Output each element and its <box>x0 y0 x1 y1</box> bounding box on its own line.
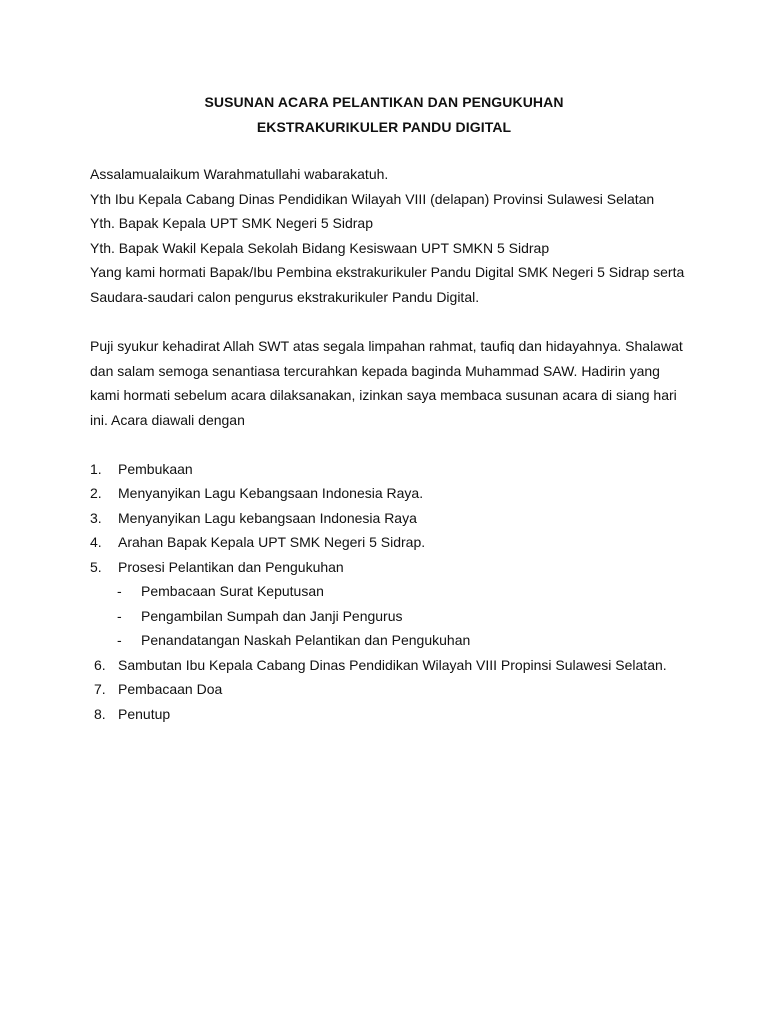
opening-line: ini. Acara diawali dengan <box>90 412 245 428</box>
opening-line: kami hormati sebelum acara dilaksanakan, izinkan saya membaca susunan acara di siang hari <box>90 387 677 403</box>
greeting-line: Yth Ibu Kepala Cabang Dinas Pendidikan Wilayah VIII (delapan) Provinsi Sulawesi Selatan <box>90 191 655 207</box>
agenda-item <box>90 484 730 502</box>
agenda-number: 5. <box>90 559 102 575</box>
agenda-item <box>90 533 730 551</box>
opening-line: dan salam semoga senantiasa tercurahkan kepada baginda Muhammad SAW. Hadirin yang <box>90 363 660 379</box>
agenda-text: Penutup <box>118 706 171 722</box>
subitem-text: Penandatangan Naskah Pelantikan dan Pengukuhan <box>141 632 471 648</box>
agenda-number: 4. <box>90 534 102 550</box>
agenda-text: Arahan Bapak Kepala UPT SMK Negeri 5 Sidrap. <box>118 534 426 550</box>
agenda-item <box>94 705 734 723</box>
agenda-text: Pembacaan Doa <box>118 681 223 697</box>
subitem-text: Pembacaan Surat Keputusan <box>141 583 324 599</box>
agenda-text: Menyanyikan Lagu Kebangsaan Indonesia Raya. <box>118 485 424 501</box>
agenda-item <box>90 460 730 478</box>
agenda-text: Pembukaan <box>118 461 193 477</box>
agenda-item <box>90 509 730 527</box>
subitem-text: Pengambilan Sumpah dan Janji Pengurus <box>141 608 403 624</box>
greeting-line: Yang kami hormati Bapak/Ibu Pembina ekstrakurikuler Pandu Digital SMK Negeri 5 Sidrap serta <box>90 264 685 280</box>
agenda-item <box>94 680 734 698</box>
agenda-item <box>90 558 730 576</box>
agenda-number: 3. <box>90 510 102 526</box>
agenda-text: Sambutan Ibu Kepala Cabang Dinas Pendidikan Wilayah VIII Propinsi Sulawesi Selatan. <box>118 657 667 673</box>
greeting-line: Assalamualaikum Warahmatullahi wabarakatuh. <box>90 166 389 182</box>
agenda-subitem <box>117 582 717 600</box>
agenda-number: 6. <box>94 657 106 673</box>
agenda-subitem <box>117 631 717 649</box>
opening-line: Puji syukur kehadirat Allah SWT atas segala limpahan rahmat, taufiq dan hidayahnya. Shalawat <box>90 338 683 354</box>
agenda-item <box>94 656 754 674</box>
subitem-dash: - <box>117 608 122 624</box>
agenda-text: Prosesi Pelantikan dan Pengukuhan <box>118 559 344 575</box>
greeting-line: Yth. Bapak Wakil Kepala Sekolah Bidang Kesiswaan UPT SMKN 5 Sidrap <box>90 240 550 256</box>
subitem-dash: - <box>117 632 122 648</box>
document-title-line1: SUSUNAN ACARA PELANTIKAN DAN PENGUKUHAN <box>204 94 564 110</box>
document-title-line2: EKSTRAKURIKULER PANDU DIGITAL <box>256 119 512 135</box>
agenda-number: 2. <box>90 485 102 501</box>
agenda-subitem <box>117 607 717 625</box>
agenda-text: Menyanyikan Lagu kebangsaan Indonesia Raya <box>118 510 417 526</box>
greeting-line: Saudara-saudari calon pengurus ekstrakurikuler Pandu Digital. <box>90 289 480 305</box>
subitem-dash: - <box>117 583 122 599</box>
greeting-line: Yth. Bapak Kepala UPT SMK Negeri 5 Sidrap <box>90 215 374 231</box>
agenda-number: 7. <box>94 681 106 697</box>
agenda-number: 8. <box>94 706 106 722</box>
agenda-number: 1. <box>90 461 102 477</box>
